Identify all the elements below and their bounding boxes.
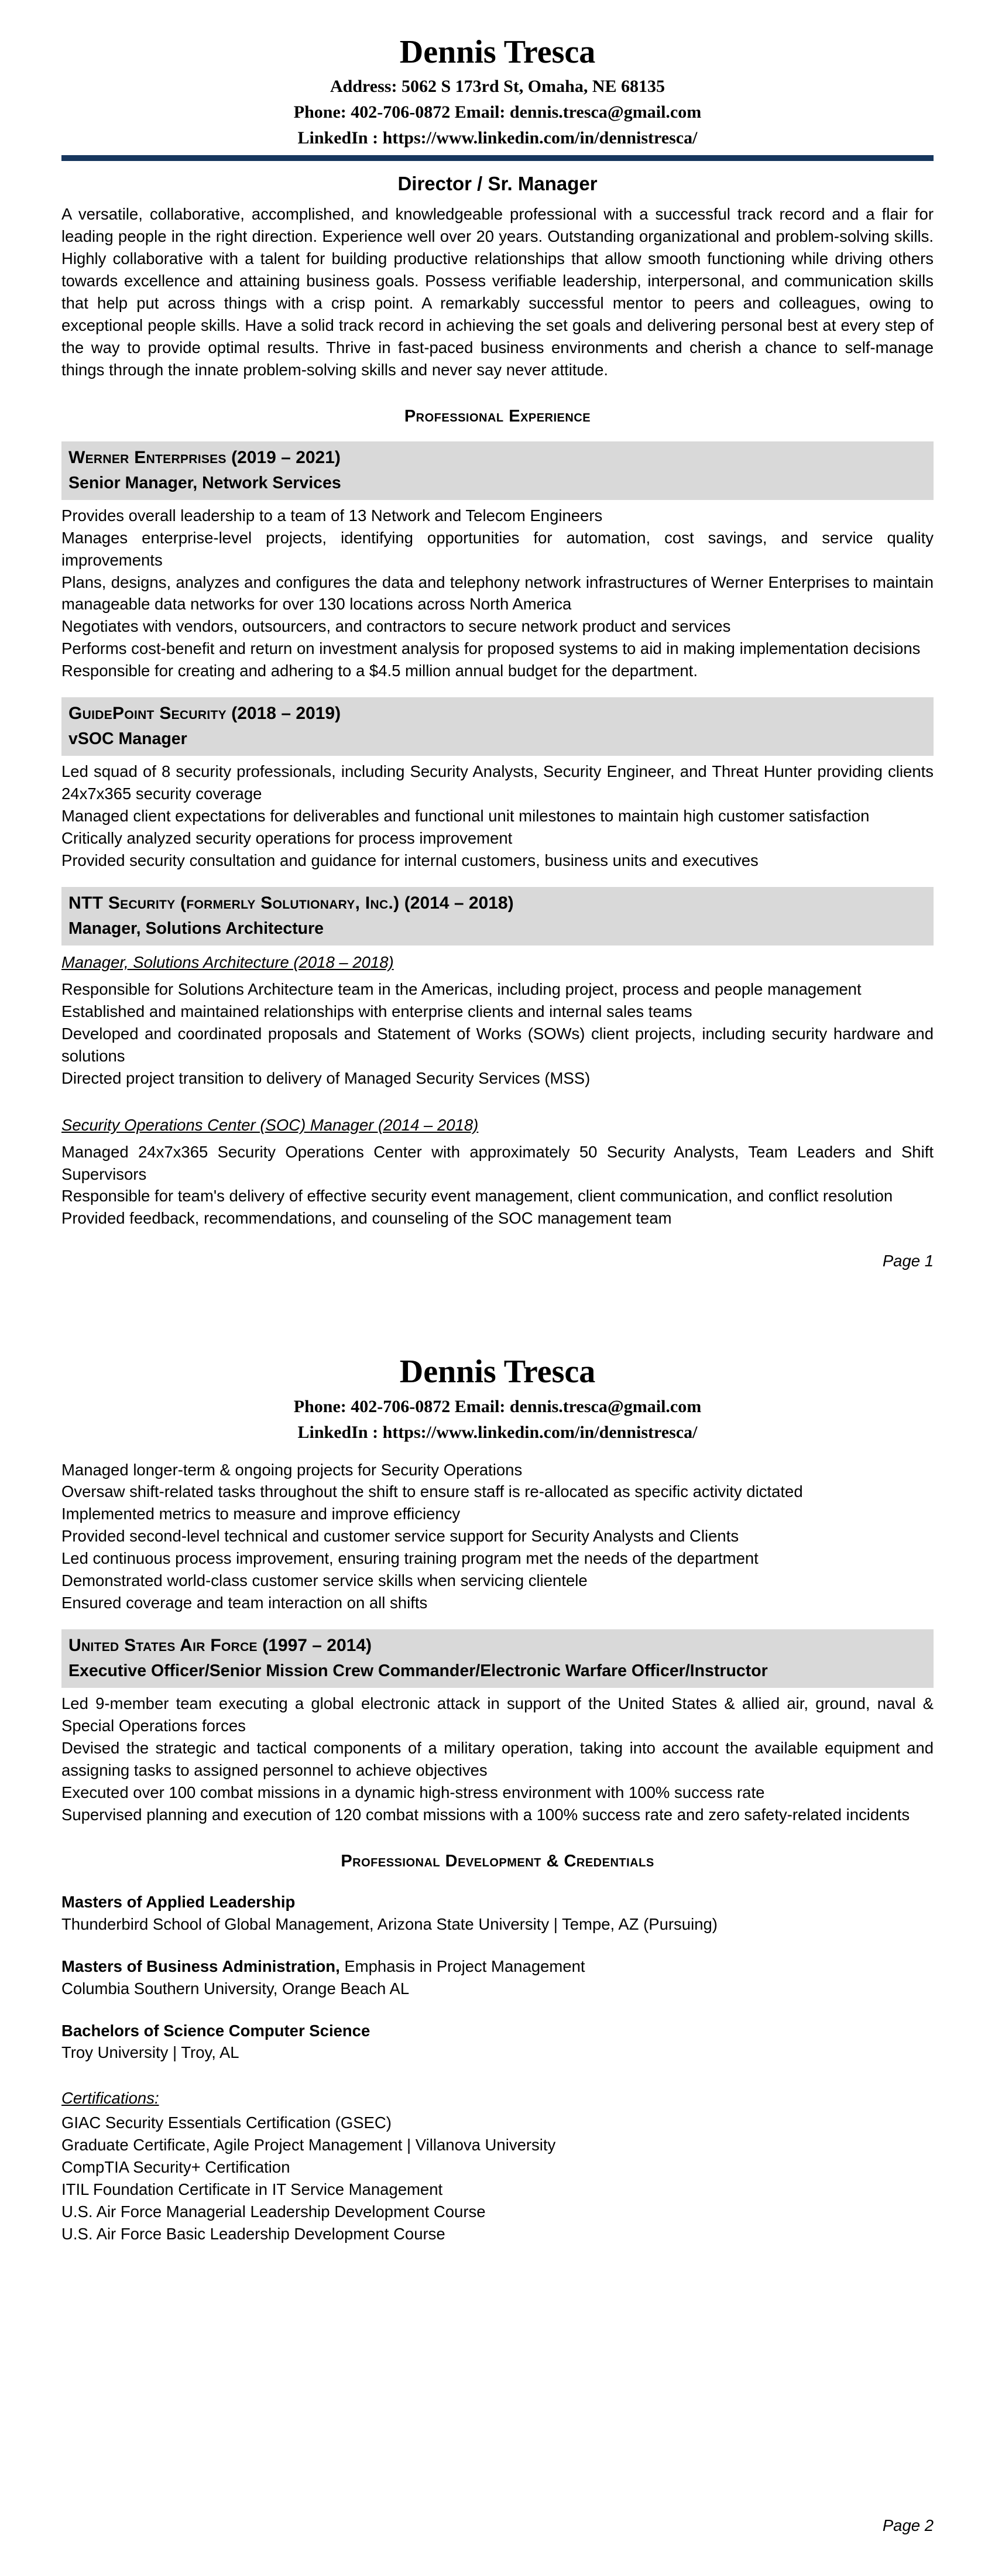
company-name: United States Air Force bbox=[68, 1636, 258, 1656]
bullet-line: Provides overall leadership to a team of 13 Network and Telecom Engineers bbox=[61, 506, 603, 525]
company-line bbox=[68, 1634, 927, 1657]
candidate-name: Dennis Tresca bbox=[399, 34, 596, 70]
bullet-line: Led continuous process improvement, ensuring training program met the needs of the department bbox=[61, 1549, 759, 1568]
page-1 bbox=[0, 0, 995, 1270]
page2-header bbox=[61, 1352, 934, 1443]
bullet-line: Manages enterprise-level projects, identifying opportunities for automation, cost savings, and service quality improvements bbox=[61, 528, 934, 569]
certification-item: CompTIA Security+ Certification bbox=[61, 2158, 290, 2177]
bullet-line: Managed longer-term & ongoing projects for Security Operations bbox=[61, 1460, 523, 1479]
institution-line: Columbia Southern University, Orange Beach AL bbox=[61, 1979, 410, 1998]
bullet-line: Oversaw shift-related tasks throughout the shift to ensure staff is re-allocated as specific activity dictated bbox=[61, 1482, 803, 1501]
certification-item: ITIL Foundation Certificate in IT Service Management bbox=[61, 2180, 443, 2199]
job-title: Executive Officer/Senior Mission Crew Commander/Electronic Warfare Officer/Instructor bbox=[68, 1662, 768, 1681]
address-line: Address: 5062 S 173rd St, Omaha, NE 68135 bbox=[330, 77, 665, 97]
company-dates: (2014 – 2018) bbox=[404, 893, 514, 913]
bullet-line: Responsible for team's delivery of effective security event management, client communication, and conflict resolution bbox=[61, 1187, 893, 1205]
institution-line: Troy University | Troy, AL bbox=[61, 2043, 239, 2062]
soc-manager-continued-bullets bbox=[61, 1459, 934, 1615]
certification-item: U.S. Air Force Managerial Leadership Development Course bbox=[61, 2202, 486, 2221]
candidate-name: Dennis Tresca bbox=[399, 1354, 596, 1390]
job-werner-enterprises bbox=[61, 441, 934, 683]
bullet-line: Supervised planning and execution of 120 combat missions with a 100% success rate and zero safety-related incidents bbox=[61, 1805, 910, 1824]
linkedin-line: LinkedIn : https://www.linkedin.com/in/dennistresca/ bbox=[297, 128, 698, 148]
degree-line bbox=[61, 2020, 934, 2042]
degree-name: Masters of Business Administration, bbox=[61, 1957, 340, 1975]
page1-footer-label: Page 1 bbox=[882, 1252, 934, 1270]
bullet-line: Implemented metrics to measure and improve efficiency bbox=[61, 1505, 461, 1523]
subrole-soc-manager bbox=[61, 1114, 934, 1230]
company-name: NTT Security (formerly Solutionary, Inc.) bbox=[68, 893, 400, 913]
institution-line: Thunderbird School of Global Management, Arizona State University | Tempe, AZ (Pursuing) bbox=[61, 1914, 718, 1933]
job-header bbox=[61, 1629, 934, 1688]
certification-item: Graduate Certificate, Agile Project Management | Villanova University bbox=[61, 2136, 556, 2154]
company-line bbox=[68, 702, 927, 725]
bullet-line: Established and maintained relationships with enterprise clients and internal sales teams bbox=[61, 1002, 692, 1020]
job-bullets bbox=[61, 761, 934, 872]
certification-item: GIAC Security Essentials Certification (GSEC) bbox=[61, 2113, 392, 2132]
company-name: GuidePoint Security bbox=[68, 704, 227, 724]
role-title: Director / Sr. Manager bbox=[397, 173, 598, 195]
subrole-bullets bbox=[61, 1141, 934, 1230]
header-divider bbox=[61, 155, 934, 161]
education-entry-applied-leadership bbox=[61, 1891, 934, 1936]
phone-email-line: Phone: 402-706-0872 Email: dennis.tresca@gmail.com bbox=[293, 1396, 702, 1416]
job-title: Manager, Solutions Architecture bbox=[68, 919, 324, 938]
bullet-line: Responsible for Solutions Architecture team in the Americas, including project, process and people management bbox=[61, 979, 862, 998]
subrole-solutions-architecture bbox=[61, 951, 934, 1090]
job-ntt-security bbox=[61, 887, 934, 1229]
company-name: Werner Enterprises bbox=[68, 447, 227, 467]
degree-line bbox=[61, 1891, 934, 1913]
education-entry-bs-computer-science bbox=[61, 2020, 934, 2064]
company-dates: (2019 – 2021) bbox=[231, 447, 341, 467]
job-title: Senior Manager, Network Services bbox=[68, 473, 341, 492]
bullet-line: Developed and coordinated proposals and Statement of Works (SOWs) client projects, including security hardware and solutions bbox=[61, 1024, 934, 1065]
company-line bbox=[68, 446, 927, 469]
degree-suffix: Emphasis in Project Management bbox=[339, 1957, 585, 1975]
bullet-line: Devised the strategic and tactical components of a military operation, taking into account the available equipment and assigning tasks to assigned personnel to achieve objectives bbox=[61, 1739, 934, 1779]
subrole-heading: Security Operations Center (SOC) Manager (2014 – 2018) bbox=[61, 1115, 479, 1134]
bullet-line: Directed project transition to delivery of Managed Security Services (MSS) bbox=[61, 1068, 591, 1087]
bullet-line: Negotiates with vendors, outsourcers, and contractors to secure network product and services bbox=[61, 617, 731, 636]
bullet-line: Managed client expectations for deliverables and functional unit milestones to maintain high customer satisfaction bbox=[61, 807, 870, 825]
bullet-line: Plans, designs, analyzes and configures the data and telephony network infrastructures of Werner Enterprises to maintain manageable data networks for over 130 locations across North America bbox=[61, 573, 934, 614]
certifications-list bbox=[61, 2112, 934, 2245]
bullet-line: Responsible for creating and adhering to a $4.5 million annual budget for the department. bbox=[61, 662, 698, 680]
section-heading-development: Professional Development & Credentials bbox=[341, 1851, 654, 1871]
page-2 bbox=[0, 1352, 995, 2245]
bullet-line: Managed 24x7x365 Security Operations Center with approximately 50 Security Analysts, Team Leaders and Shift Supervisors bbox=[61, 1142, 934, 1183]
phone-email-line: Phone: 402-706-0872 Email: dennis.tresca@gmail.com bbox=[293, 102, 702, 122]
bullet-line: Ensured coverage and team interaction on all shifts bbox=[61, 1594, 428, 1612]
page1-header bbox=[61, 33, 934, 195]
job-us-air-force bbox=[61, 1629, 934, 1826]
degree-line bbox=[61, 1955, 934, 1978]
bullet-line: Critically analyzed security operations for process improvement bbox=[61, 829, 513, 848]
bullet-line: Led squad of 8 security professionals, including Security Analysts, Security Engineer, and Threat Hunter providing clients 24x7x365 security coverage bbox=[61, 762, 934, 803]
section-heading-experience: Professional Experience bbox=[404, 406, 591, 426]
job-bullets bbox=[61, 1693, 934, 1826]
company-line bbox=[68, 892, 927, 914]
company-dates: (1997 – 2014) bbox=[262, 1636, 372, 1656]
bullet-line: Executed over 100 combat missions in a dynamic high-stress environment with 100% success rate bbox=[61, 1783, 765, 1801]
certifications-heading: Certifications: bbox=[61, 2089, 159, 2108]
job-bullets bbox=[61, 505, 934, 683]
subrole-bullets bbox=[61, 978, 934, 1090]
bullet-line: Provided security consultation and guidance for internal customers, business units and executives bbox=[61, 851, 759, 870]
job-header bbox=[61, 441, 934, 500]
bullet-line: Provided feedback, recommendations, and counseling of the SOC management team bbox=[61, 1209, 672, 1228]
subrole-heading: Manager, Solutions Architecture (2018 – 2018) bbox=[61, 953, 394, 972]
bullet-line: Led 9-member team executing a global electronic attack in support of the United States & allied air, ground, naval & Special Operations forces bbox=[61, 1694, 934, 1735]
page2-footer-label: Page 2 bbox=[882, 2516, 934, 2534]
job-header bbox=[61, 697, 934, 756]
education-entry-mba bbox=[61, 1955, 934, 2000]
bullet-line: Provided second-level technical and customer service support for Security Analysts and Clients bbox=[61, 1527, 739, 1546]
summary-paragraph: A versatile, collaborative, accomplished, and knowledgeable professional with a successful track record and a flair for leading people in the right direction. Experience well over 20 years. Outstanding organizational and problem-solving skills. Highly collaborative with a talent for building productive relationships that allow smooth functioning while driving others towards excellence and attaining business goals. Possess verifiable leadership, interpersonal, and communication skills that help put across things with a crisp point. A remarkably successful mentor to peers and colleagues, owing to exceptional people skills. Have a solid track record in achieving the set goals and delivering personal best at every step of the way to provide optimal results. Thrive in fast-paced business environments and cherish a chance to self-manage things through the innate problem-solving skills and never say never attitude. bbox=[61, 205, 934, 379]
certification-item: U.S. Air Force Basic Leadership Development Course bbox=[61, 2225, 445, 2243]
company-dates: (2018 – 2019) bbox=[231, 704, 341, 724]
bullet-line: Demonstrated world-class customer service skills when servicing clientele bbox=[61, 1571, 588, 1590]
bullet-line: Performs cost-benefit and return on investment analysis for proposed systems to aid in making implementation decisions bbox=[61, 639, 921, 658]
degree-name: Masters of Applied Leadership bbox=[61, 1892, 296, 1911]
degree-name: Bachelors of Science Computer Science bbox=[61, 2021, 370, 2040]
job-title: vSOC Manager bbox=[68, 729, 187, 749]
job-header bbox=[61, 887, 934, 946]
job-guidepoint-security bbox=[61, 697, 934, 872]
linkedin-line: LinkedIn : https://www.linkedin.com/in/dennistresca/ bbox=[297, 1422, 698, 1442]
